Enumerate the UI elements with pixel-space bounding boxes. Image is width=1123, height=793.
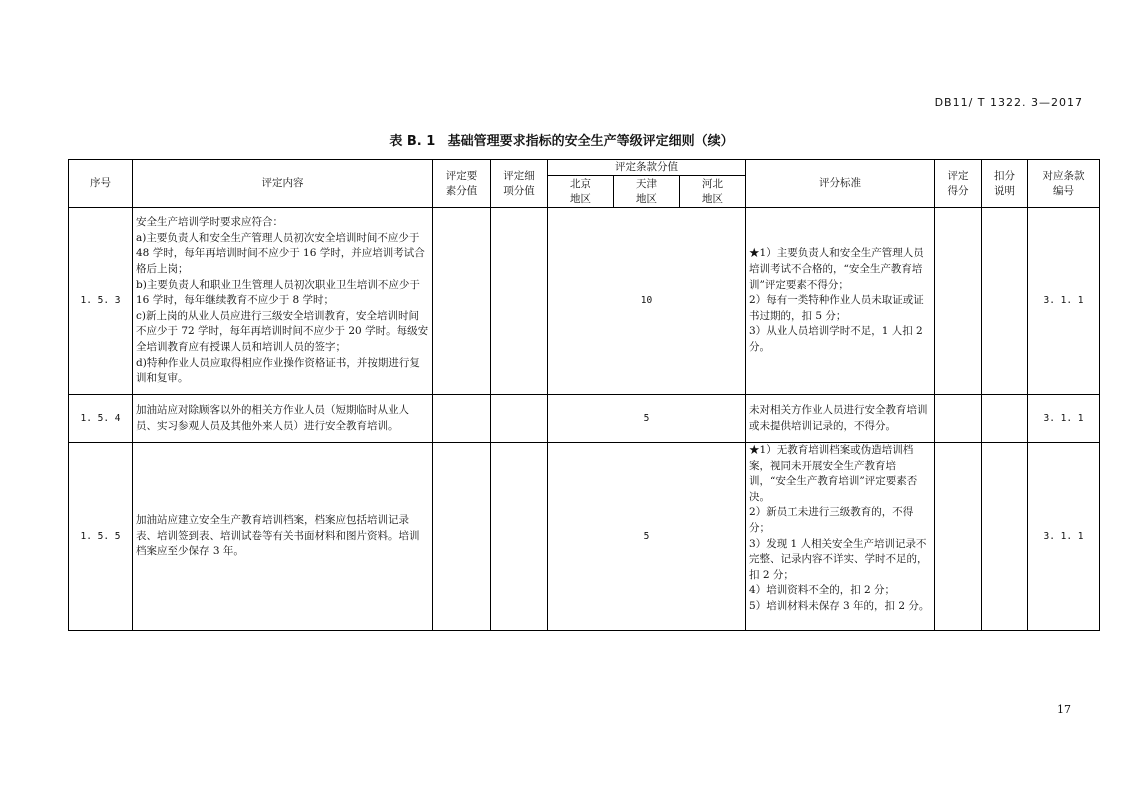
row-score [935,208,982,395]
header-line: 素分值 [445,184,478,197]
criteria-line: 2）每有一类特种作业人员未取证或证书过期的，扣 5 分； [749,294,924,322]
criteria-line: 5）培训材料未保存 3 年的，扣 2 分。 [749,599,930,612]
header-line: 北京 [570,177,591,190]
row-clause-no: 3. 1. 1 [1028,395,1100,443]
row-region-score: 10 [548,208,746,395]
content-line: a)主要负责人和安全生产管理人员初次安全培训时间不应少于 48 学时，每年再培训时间不应少于 16 学时，并应培训考试合格后上岗； [136,231,425,276]
row-deduction [982,395,1028,443]
col-header-clause-no [1028,160,1100,208]
row-seq: 1. 5. 5 [69,443,133,631]
row-element-score [433,395,491,443]
row-score [935,395,982,443]
header-line: 评定细 [503,169,535,182]
col-header-beijing [548,176,614,208]
col-header-tianjin [614,176,680,208]
table-row [69,208,1100,395]
row-content [133,395,433,443]
content-line: 加油站应建立安全生产教育培训档案，档案应包括培训记录表、培训签到表、培训试卷等有关书面材料和图片资料。培训档案应至少保存 3 年。 [136,514,420,558]
header-line: 对应条款 [1042,169,1085,182]
criteria-line: 4）培训资料不全的，扣 2 分； [749,584,896,597]
row-criteria [746,208,935,395]
row-criteria [746,395,935,443]
table-title [0,130,1123,149]
content-line: c)新上岗的从业人员应进行三级安全培训教育，安全培训时间不应少于 72 学时，每年再培训时间不应少于 20 学时。每级安全培训教育应有授课人员和培训人员的签字； [136,309,429,353]
row-clause-no: 3. 1. 1 [1028,208,1100,395]
evaluation-table [68,159,1100,631]
content-line: 安全生产培训学时要求应符合： [136,216,283,229]
row-content [133,208,433,395]
table-title-text: 基础管理要求指标的安全生产等级评定细则（续） [447,134,734,149]
header-line: 说明 [994,184,1016,197]
document-number: DB11/ T 1322. 3—2017 [934,96,1083,109]
header-line: 评定 [947,169,969,182]
criteria-line: 3）发现 1 人相关安全生产培训记录不完整、记录内容不详实、学时不足的，扣 2 分； [749,537,928,581]
criteria-line: ★1）主要负责人和安全生产管理人员培训考试不合格的，“安全生产教育培训”评定要素不得分； [749,247,924,291]
header-line: 得分 [947,184,969,197]
content-line: b)主要负责人和职业卫生管理人员初次职业卫生培训不应少于 16 学时，每年继续教育不应少于 8 学时； [136,278,424,307]
row-region-score: 5 [548,395,746,443]
header-line: 评定要 [445,169,478,182]
col-header-clause-score: 评定条款分值 [548,160,746,176]
col-header-criteria: 评分标准 [746,160,935,208]
table-prefix: 表 B. 1 [389,134,436,149]
row-content [133,443,433,631]
header-line: 地区 [636,192,657,205]
col-header-hebei [680,176,746,208]
col-header-score [935,160,982,208]
row-detail-score [491,443,548,631]
criteria-line: 未对相关方作业人员进行安全教育培训或未提供培训记录的，不得分。 [749,403,928,432]
page-number: 17 [1057,703,1071,716]
row-score [935,443,982,631]
row-element-score [433,208,491,395]
col-header-element-score [433,160,491,208]
criteria-line: 3）从业人员培训学时不足，1 人扣 2 分。 [749,325,927,353]
table-row [69,443,1100,631]
col-header-detail-score [491,160,548,208]
row-seq: 1. 5. 3 [69,208,133,395]
col-header-content: 评定内容 [133,160,433,208]
content-line: 加油站应对除顾客以外的相关方作业人员（短期临时从业人员、实习参观人员及其他外来人员）进行安全教育培训。 [136,403,409,432]
row-deduction [982,443,1028,631]
row-region-score: 5 [548,443,746,631]
header-line: 河北 [702,177,723,190]
header-line: 天津 [636,177,657,190]
content-line: d)特种作业人员应取得相应作业操作资格证书，并按期进行复训和复审。 [136,356,420,385]
header-line: 扣分 [994,169,1016,182]
criteria-line: 2）新员工未进行三级教育的，不得分； [749,506,914,534]
row-deduction [982,208,1028,395]
row-detail-score [491,395,548,443]
row-seq: 1. 5. 4 [69,395,133,443]
col-header-seq: 序号 [69,160,133,208]
row-clause-no: 3. 1. 1 [1028,443,1100,631]
criteria-line: ★1）无教育培训档案或伪造培训档案，视同未开展安全生产教育培训，“安全生产教育培训”评定要素否决。 [749,444,918,503]
table-row [69,395,1100,443]
header-line: 项分值 [503,184,535,197]
row-criteria [746,443,935,631]
col-header-deduction [982,160,1028,208]
row-detail-score [491,208,548,395]
header-line: 编号 [1053,184,1075,197]
row-element-score [433,443,491,631]
header-line: 地区 [702,192,723,205]
header-line: 地区 [570,192,591,205]
